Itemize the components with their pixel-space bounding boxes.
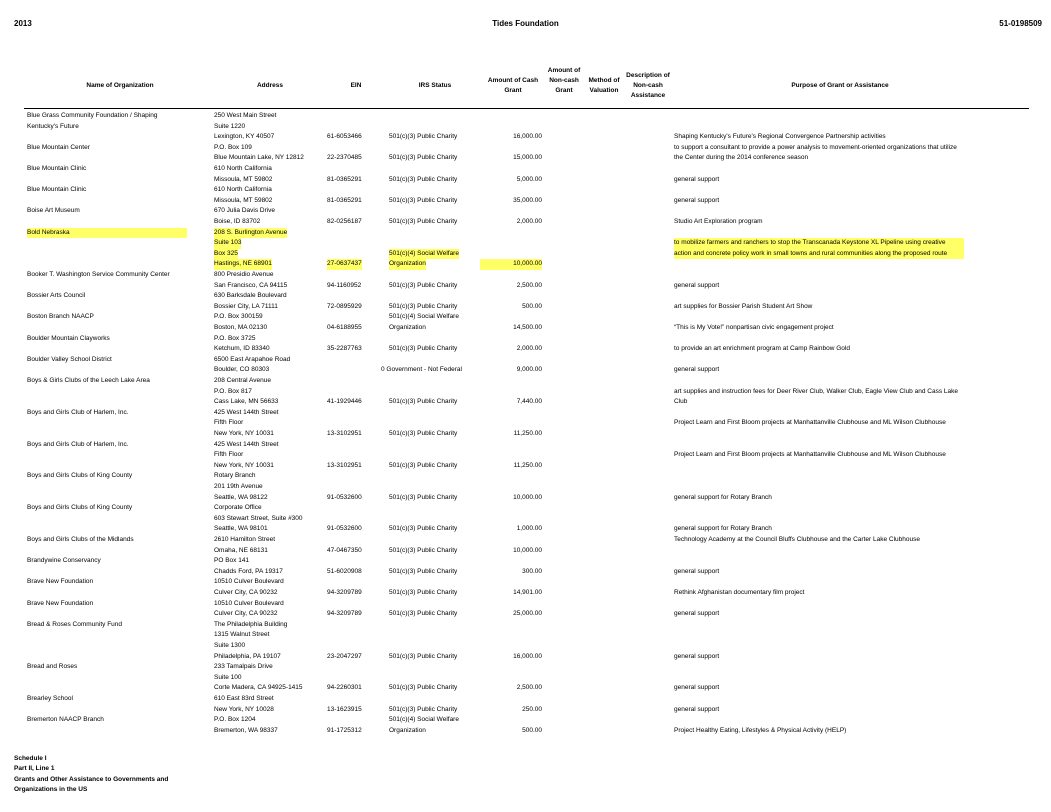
grant-purpose: Shaping Kentucky's Future's Regional Convergence Partnership activities	[674, 133, 886, 141]
col-header-noncash-grant: Amount of Non-cash Grant	[547, 67, 581, 94]
org-address-line: 800 Presidio Avenue	[214, 271, 274, 278]
org-name: Blue Grass Community Foundation / Shaping Kentucky's Future	[27, 112, 158, 130]
org-name: Brave New Foundation	[27, 578, 94, 586]
org-name: Bossier Arts Council	[27, 292, 86, 300]
org-address-line: Omaha, NE 68131	[214, 546, 268, 554]
org-ein: 13-1623915	[327, 705, 362, 713]
org-name: Blue Mountain Clinic	[27, 165, 87, 172]
cash-grant-amount: 500.00	[522, 302, 542, 310]
org-ein: 94-3209789	[327, 589, 362, 596]
org-irs-status: Organization	[389, 726, 426, 734]
org-address-line: Corporate Office	[214, 504, 262, 512]
org-address-line: Culver City, CA 90232	[214, 610, 278, 618]
org-address-line: P.O. Box 109	[214, 143, 252, 151]
col-header-irs-status: IRS Status	[418, 82, 452, 89]
grant-purpose: general support for Rotary Branch	[674, 525, 772, 533]
org-irs-status: Organization	[389, 259, 426, 270]
org-address-line: Missoula, MT 59802	[214, 196, 273, 204]
grant-purpose: general support	[674, 705, 720, 713]
org-address-line: Bremerton, WA 98337	[214, 726, 278, 734]
org-address-line: P.O. Box 300159	[214, 313, 263, 321]
org-ein: 47-0467350	[327, 546, 362, 554]
org-ein: 13-3102951	[327, 461, 362, 469]
org-ein: 13-3102951	[327, 430, 362, 437]
grant-purpose: general support	[674, 610, 720, 618]
grant-purpose: art supplies for Bossier Parish Student Art Show	[674, 302, 813, 310]
cash-grant-amount: 14,901.00	[513, 589, 542, 596]
org-name: Boys and Girls Clubs of King County	[27, 504, 133, 512]
org-ein: 22-2370485	[327, 154, 362, 162]
org-ein: 94-1160952	[327, 281, 362, 289]
org-ein: 81-0365291	[327, 196, 362, 204]
org-address-line: 10510 Culver Boulevard	[214, 599, 284, 607]
org-address-line: Fifth Floor	[214, 451, 244, 459]
org-address-line: P.O. Box 3725	[214, 334, 256, 342]
org-address-line: Culver City, CA 90232	[214, 589, 278, 596]
org-irs-status: 501(c)(4) Social Welfare	[389, 313, 459, 321]
org-irs-status: 501(c)(3) Public Charity	[389, 567, 458, 575]
org-ein: 82-0256187	[327, 218, 362, 225]
header-divider	[24, 108, 1029, 109]
org-ein: 51-6020908	[327, 567, 362, 575]
schedule-footer	[14, 754, 194, 795]
org-address-line: 250 West Main Street	[214, 112, 277, 119]
cash-grant-amount: 500.00	[522, 726, 542, 734]
org-address-line: Bossier City, LA 71111	[214, 302, 278, 310]
org-irs-status: 501(c)(3) Public Charity	[389, 493, 458, 501]
org-address-line: 610 East 83rd Street	[214, 695, 274, 702]
org-irs-status: 501(c)(3) Public Charity	[389, 430, 458, 437]
org-address-line: 6500 East Arapahoe Road	[214, 355, 291, 363]
cash-grant-amount: 2,500.00	[516, 281, 542, 289]
grant-purpose: general support for Rotary Branch	[674, 493, 772, 501]
org-irs-status: 501(c)(3) Public Charity	[389, 345, 458, 353]
cash-grant-amount: 14,500.00	[513, 324, 542, 331]
org-address-line: 610 North California	[214, 186, 272, 194]
cash-grant-amount: 5,000.00	[516, 175, 542, 183]
cash-grant-amount: 1,000.00	[516, 525, 542, 533]
cash-grant-amount: 300.00	[522, 567, 542, 575]
tax-year: 2013	[14, 19, 32, 28]
grant-purpose: art supplies and instruction fees for Deer River Club, Walker Club, Eagle View Club and Cass Lake Club	[674, 387, 958, 406]
org-address-line: Missoula, MT 59802	[214, 175, 273, 183]
footer-description: Grants and Other Assistance to Governments and Organizations in the US	[14, 775, 169, 793]
org-irs-status: 501(c)(3) Public Charity	[389, 525, 458, 533]
grant-purpose: Studio Art Exploration program	[674, 218, 763, 225]
org-address-line: 610 North California	[214, 165, 272, 172]
col-header-name: Name of Organization	[86, 82, 154, 89]
cash-grant-amount: 9,000.00	[516, 366, 542, 374]
org-address-line: 1315 Walnut Street	[214, 631, 270, 639]
org-address-line: 10510 Culver Boulevard	[214, 578, 284, 586]
org-irs-status: 501(c)(3) Public Charity	[389, 218, 458, 225]
grant-purpose: Project Healthy Eating, Lifestyles & Physical Activity (HELP)	[674, 726, 847, 734]
cash-grant-amount: 2,500.00	[516, 684, 542, 692]
org-address-line: 425 West 144th Street	[214, 408, 279, 416]
org-irs-status: 501(c)(3) Public Charity	[389, 281, 458, 289]
org-address-line: 208 S. Burlington Avenue	[214, 228, 287, 239]
cash-grant-amount: 2,000.00	[516, 345, 542, 353]
org-name: Boys and Girls Clubs of King County	[27, 472, 133, 480]
org-address-line: Cass Lake, MN 56633	[214, 398, 279, 406]
org-irs-status: 501(c)(3) Public Charity	[389, 398, 458, 406]
org-name: Bread and Roses	[27, 663, 78, 671]
col-header-purpose: Purpose of Grant or Assistance	[791, 82, 889, 89]
cash-grant-amount: 16,000.00	[513, 133, 542, 141]
org-address-line: 208 Central Avenue	[214, 377, 271, 384]
org-address-line: The Philadelphia Building	[214, 620, 288, 628]
col-header-address: Address	[256, 82, 283, 89]
org-address-line: PO Box 141	[214, 557, 250, 565]
cash-grant-amount: 11,250.00	[513, 461, 542, 469]
org-address-line: Boulder, CO 80303	[214, 366, 270, 374]
cash-grant-amount: 25,000.00	[513, 610, 542, 618]
cash-grant-amount: 16,000.00	[513, 652, 542, 660]
cash-grant-amount: 10,000.00	[513, 546, 542, 554]
org-ein: 04-6188955	[327, 324, 362, 331]
org-address-line: Suite 1300	[214, 642, 246, 649]
grant-purpose: general support	[674, 366, 720, 374]
org-ein: 91-1725312	[327, 726, 362, 734]
org-irs-status: 501(c)(3) Public Charity	[389, 196, 458, 204]
org-address-line: New York, NY 10028	[214, 705, 274, 713]
org-ein: 35-2287763	[327, 345, 362, 353]
org-irs-status: 501(c)(3) Public Charity	[389, 133, 458, 141]
org-ein: 94-2260301	[327, 684, 362, 692]
grant-purpose: to provide an art enrichment program at Camp Rainbow Gold	[674, 345, 850, 353]
org-irs-status: Organization	[389, 324, 426, 331]
org-name: Bread & Roses Community Fund	[27, 620, 123, 628]
org-name: Brearley School	[27, 695, 73, 702]
org-irs-status: 501(c)(4) Social Welfare	[389, 249, 459, 260]
grant-purpose: general support	[674, 196, 720, 204]
grant-purpose: to support a consultant to provide a power analysis to movement-oriented organizations that utilize the Center during the 2014 conference season	[674, 143, 957, 162]
org-address-line: P.O. Box 1204	[214, 716, 256, 724]
org-address-line: New York, NY 10031	[214, 430, 274, 437]
org-address-line: Hastings, NE 68901	[214, 259, 272, 270]
foundation-ein: 51-0198509	[999, 19, 1042, 28]
grant-purpose: Rethink Afghanistan documentary film project	[674, 589, 805, 596]
org-name: Boston Branch NAACP	[27, 313, 94, 321]
org-address-line: Box 325	[214, 249, 238, 260]
org-irs-status: 501(c)(3) Public Charity	[389, 610, 458, 618]
cash-grant-amount: 2,000.00	[516, 218, 542, 225]
footer-part: Part II, Line 1	[14, 765, 55, 773]
org-name: Boise Art Museum	[27, 207, 80, 215]
grant-purpose: Project Learn and First Bloom projects at Manhattanville Clubhouse and ML Wilson Clubhouse	[674, 451, 946, 459]
org-irs-status: 501(c)(3) Public Charity	[389, 154, 458, 162]
org-address-line: 2610 Hamilton Street	[214, 536, 276, 543]
org-name: Bold Nebraska	[27, 228, 187, 239]
org-address-line: 425 West 144th Street	[214, 440, 279, 448]
org-irs-status: 501(c)(3) Public Charity	[389, 589, 458, 596]
org-address-line: San Francisco, CA 94115	[214, 281, 288, 289]
cash-grant-amount: 7,440.00	[516, 398, 542, 406]
cash-grant-amount: 10,000.00	[480, 259, 542, 270]
org-name: Brave New Foundation	[27, 599, 94, 607]
grant-purpose: to mobilize farmers and ranchers to stop the Transcanada Keystone XL Pipeline using creative action and concrete policy work in small towns and rural communities along the proposed route	[674, 238, 964, 259]
org-ein: 91-0532600	[327, 493, 362, 501]
org-address-line: Boise, ID 83702	[214, 218, 261, 225]
org-name: Blue Mountain Center	[27, 143, 90, 151]
org-address-line: Lexington, KY 40507	[214, 133, 275, 141]
org-name: Boys and Girls Club of Harlem, Inc.	[27, 408, 129, 416]
org-address-line: Seattle, WA 98101	[214, 525, 268, 533]
org-address-line: Philadelphia, PA 19107	[214, 652, 281, 660]
org-name: Boys and Girls Clubs of the Midlands	[27, 536, 134, 543]
col-header-ein: EIN	[350, 82, 362, 89]
org-address-line: Blue Mountain Lake, NY 12812	[214, 154, 304, 162]
org-ein: 94-3209789	[327, 610, 362, 618]
org-irs-status: 501(c)(3) Public Charity	[389, 461, 458, 469]
org-name: Boulder Mountain Clayworks	[27, 334, 110, 342]
cash-grant-amount: 10,000.00	[513, 493, 542, 501]
org-address-line: Suite 103	[214, 238, 241, 249]
org-address-line: New York, NY 10031	[214, 461, 274, 469]
grant-purpose: general support	[674, 652, 720, 660]
org-ein: 72-0895929	[327, 302, 362, 310]
org-name: Blue Mountain Clinic	[27, 186, 87, 194]
org-address-line: 603 Stewart Street, Suite #300	[214, 514, 303, 522]
org-address-line: P.O. Box 817	[214, 387, 252, 395]
org-address-line: 670 Julia Davis Drive	[214, 207, 276, 215]
org-name: Boulder Valley School District	[27, 355, 112, 363]
org-address-line: Ketchum, ID 83340	[214, 345, 270, 353]
org-irs-status: 501(c)(3) Public Charity	[389, 684, 458, 692]
org-ein: 61-6053466	[327, 133, 362, 141]
col-header-noncash-description: Description of Non-cash Assistance	[626, 72, 670, 99]
org-address-line: Chadds Ford, PA 19317	[214, 567, 283, 575]
org-irs-status: 501(c)(3) Public Charity	[389, 546, 458, 554]
grant-purpose: Technology Academy at the Council Bluffs Clubhouse and the Carter Lake Clubhouse	[674, 536, 920, 543]
org-address-line: Rotary Branch	[214, 472, 256, 480]
org-irs-status: 0 Government - Not Federal	[381, 366, 462, 374]
org-address-line: 201 19th Avenue	[214, 483, 263, 490]
footer-schedule: Schedule I	[14, 755, 47, 762]
org-name: Bremerton NAACP Branch	[27, 716, 104, 724]
org-address-line: Suite 1220	[214, 122, 246, 130]
org-address-line: Boston, MA 02130	[214, 324, 268, 331]
grant-purpose: Project Learn and First Bloom projects at Manhattanville Clubhouse and ML Wilson Clubhouse	[674, 419, 946, 427]
cash-grant-amount: 35,000.00	[513, 196, 542, 204]
org-irs-status: 501(c)(3) Public Charity	[389, 175, 458, 183]
cash-grant-amount: 15,000.00	[513, 154, 542, 162]
org-address-line: Seattle, WA 98122	[214, 493, 268, 501]
org-name: Booker T. Washington Service Community Center	[27, 271, 170, 278]
col-header-valuation-method: Method of Valuation	[588, 77, 620, 94]
cash-grant-amount: 250.00	[522, 705, 542, 713]
grant-purpose: general support	[674, 281, 720, 289]
grant-purpose: general support	[674, 684, 720, 692]
org-address-line: Suite 100	[214, 673, 242, 681]
org-address-line: 233 Tamalpais Drive	[214, 663, 273, 671]
foundation-name: Tides Foundation	[492, 19, 559, 28]
org-name: Boys and Girls Club of Harlem, Inc.	[27, 440, 129, 448]
org-irs-status: 501(c)(3) Public Charity	[389, 652, 458, 660]
org-name: Boys & Girls Clubs of the Leech Lake Area	[27, 377, 150, 384]
grant-purpose: general support	[674, 567, 720, 575]
grant-purpose: “This is My Vote!” nonpartisan civic engagement project	[674, 324, 834, 331]
org-ein: 41-1929446	[327, 398, 362, 406]
col-header-cash-grant: Amount of Cash Grant	[487, 77, 539, 94]
org-ein: 27-0637437	[327, 259, 362, 270]
org-ein: 81-0365291	[327, 175, 362, 183]
org-address-line: Corte Madera, CA 94925-1415	[214, 684, 303, 692]
cash-grant-amount: 11,250.00	[513, 430, 542, 437]
org-name: Brandywine Conservancy	[27, 557, 101, 565]
org-address-line: Fifth Floor	[214, 419, 244, 427]
grant-purpose: general support	[674, 175, 720, 183]
org-ein: 91-0532600	[327, 525, 362, 533]
org-ein: 23-2047297	[327, 652, 362, 660]
org-irs-status: 501(c)(3) Public Charity	[389, 302, 458, 310]
org-address-line: 630 Barksdale Boulevard	[214, 292, 287, 300]
org-irs-status: 501(c)(3) Public Charity	[389, 705, 458, 713]
org-irs-status: 501(c)(4) Social Welfare	[389, 716, 459, 724]
